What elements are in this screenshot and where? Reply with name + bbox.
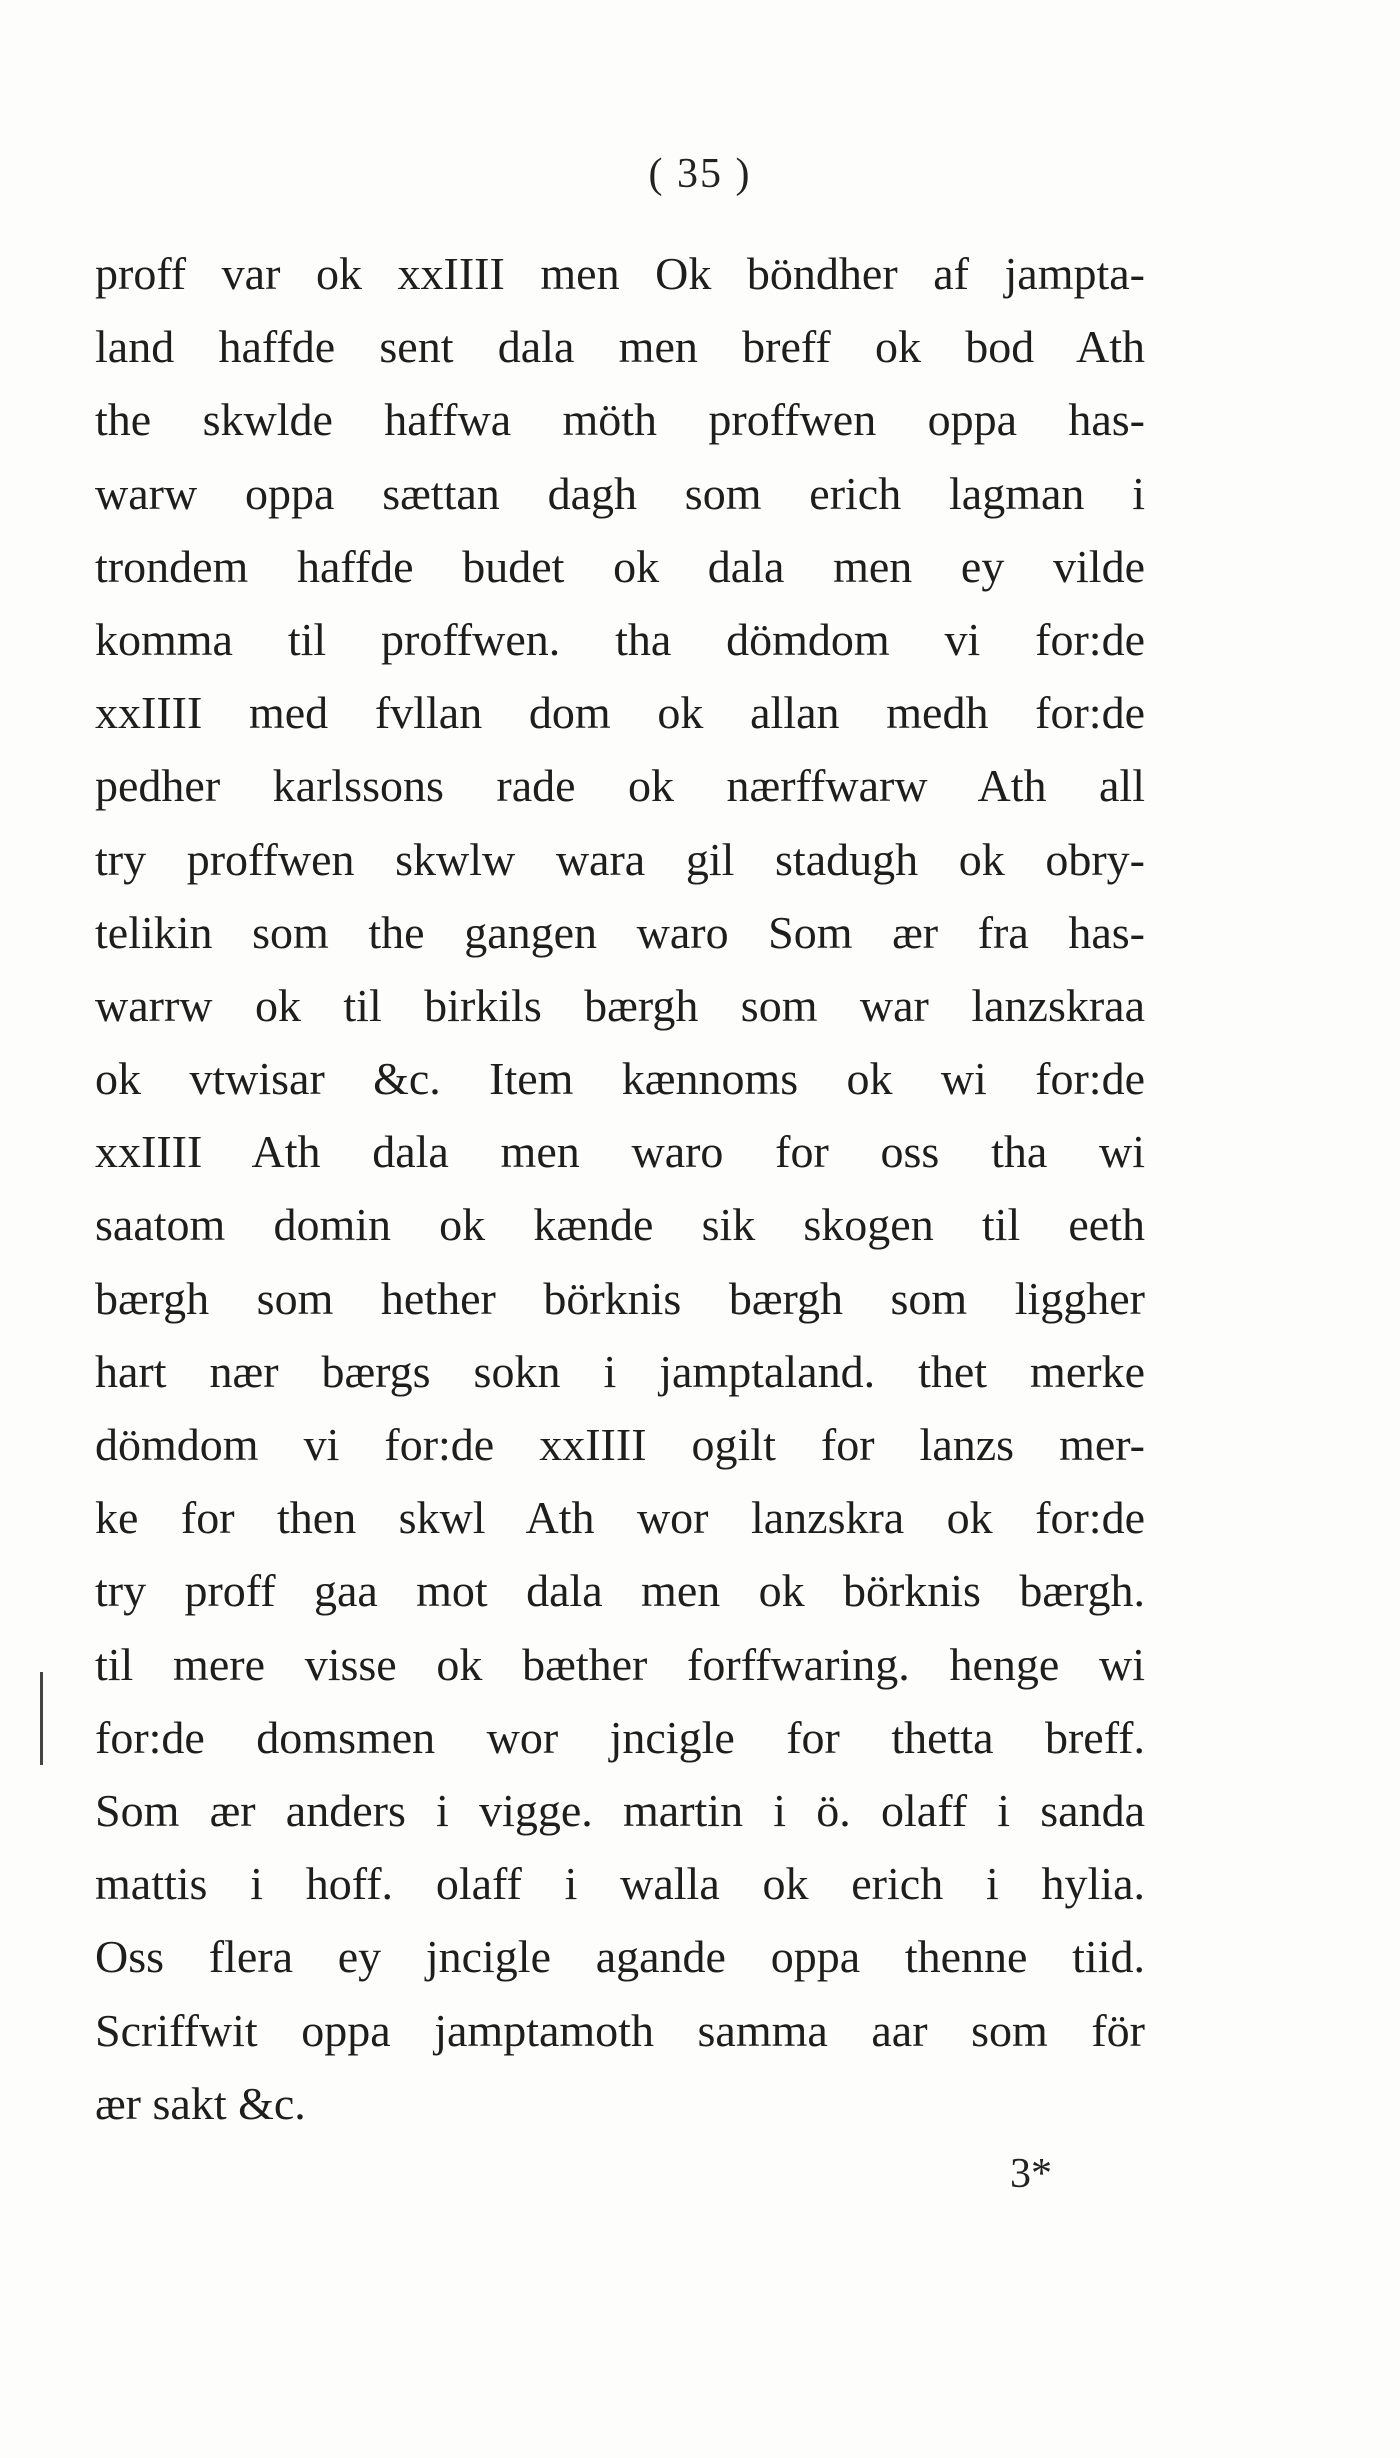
- text-line: telikin som the gangen waro Som ær fra has-: [95, 906, 1145, 958]
- text-line: xxIIII med fvllan dom ok allan medh for:de: [95, 687, 1145, 739]
- text-line: ær sakt &c.: [95, 2077, 306, 2129]
- page-number: ( 35 ): [648, 151, 752, 197]
- text-line: ke for then skwl Ath wor lanzskra ok for:de: [95, 1492, 1145, 1544]
- text-line: Som ær anders i vigge. martin i ö. olaff i sanda: [95, 1784, 1145, 1836]
- text-line: saatom domin ok kænde sik skogen til eeth: [95, 1199, 1145, 1251]
- text-line: xxIIII Ath dala men waro for oss tha wi: [95, 1126, 1145, 1178]
- margin-mark: [40, 1672, 43, 1765]
- text-line: warw oppa sættan dagh som erich lagman i: [95, 467, 1145, 519]
- text-line: pedher karlssons rade ok nærffwarw Ath all: [95, 760, 1145, 812]
- text-line: for:de domsmen wor jncigle for thetta breff.: [95, 1711, 1145, 1763]
- text-line: try proff gaa mot dala men ok börknis bærgh.: [95, 1565, 1145, 1617]
- text-line: Oss flera ey jncigle agande oppa thenne tiid.: [95, 1931, 1145, 1983]
- text-line: warrw ok til birkils bærgh som war lanzskraa: [95, 979, 1145, 1031]
- text-line: bærgh som hether börknis bærgh som liggher: [95, 1272, 1145, 1324]
- text-line: dömdom vi for:de xxIIII ogilt for lanzs mer-: [95, 1419, 1145, 1470]
- text-line: try proffwen skwlw wara gil stadugh ok obry-: [95, 833, 1145, 885]
- text-line: hart nær bærgs sokn i jamptaland. thet merke: [95, 1345, 1145, 1397]
- text-line: ok vtwisar &c. Item kænnoms ok wi for:de: [95, 1053, 1145, 1105]
- text-line: trondem haffde budet ok dala men ey vilde: [95, 540, 1145, 592]
- signature-mark: 3*: [1010, 2151, 1052, 2197]
- text-line: komma til proffwen. tha dömdom vi for:de: [95, 613, 1145, 665]
- text-line: land haffde sent dala men breff ok bod Ath: [95, 321, 1145, 373]
- text-line: mattis i hoff. olaff i walla ok erich i hylia.: [95, 1858, 1145, 1910]
- text-line: til mere visse ok bæther forffwaring. henge wi: [95, 1638, 1145, 1690]
- text-line: proff var ok xxIIII men Ok böndher af jampta-: [95, 248, 1145, 299]
- text-line: Scriffwit oppa jamptamoth samma aar som för: [95, 2004, 1145, 2056]
- text-line: the skwlde haffwa möth proffwen oppa has-: [95, 394, 1145, 446]
- body-text: [95, 237, 1145, 2140]
